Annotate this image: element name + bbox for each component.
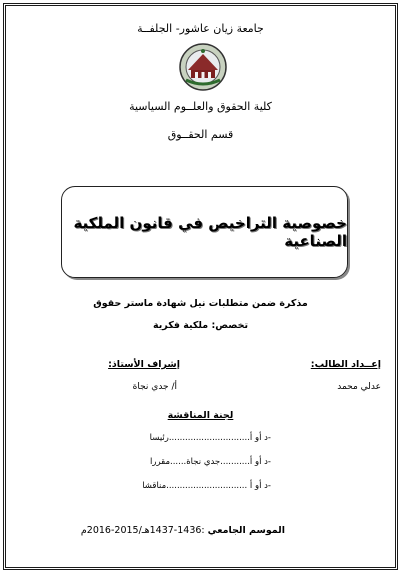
supervisor-label: إشراف الأستاذ: bbox=[108, 359, 180, 370]
memo-statement: مذكرة ضمن متطلبات نيل شهادة ماستر حقوق bbox=[93, 298, 308, 309]
academic-year bbox=[81, 525, 285, 536]
committee-title: لجنة المناقشة bbox=[167, 410, 234, 421]
student-name: عدلي محمد bbox=[337, 382, 381, 392]
supervisor-name: أ/ جدي نجاة bbox=[132, 382, 177, 392]
university-name: جامعة زيان عاشور- الجلفــة bbox=[137, 22, 264, 35]
thesis-title: خصوصية التراخيص في قانون الملكية الصناعية bbox=[73, 214, 347, 250]
faculty-name: كلية الحقوق والعلــوم السياسية bbox=[129, 100, 272, 113]
document-page bbox=[3, 3, 398, 570]
committee-member-examiner: -د أو أ ..............................مناقشا bbox=[142, 481, 271, 491]
title-box bbox=[61, 186, 348, 278]
university-logo bbox=[178, 42, 228, 92]
student-label: إعــداد الطالب: bbox=[310, 359, 381, 370]
academic-year-label: الموسم الجامعي bbox=[207, 525, 285, 536]
department-name: قسم الحقــوق bbox=[167, 128, 234, 141]
committee-member-rapporteur: -د أو أ...........جدي نجاة......مقررا bbox=[150, 457, 271, 467]
specialization: تخصص: ملكية فكرية bbox=[152, 320, 249, 331]
committee-member-president: -د أو أ..............................رئيسا bbox=[149, 433, 271, 443]
academic-year-value: :1436-1437هـ/2015-2016م bbox=[80, 525, 205, 536]
